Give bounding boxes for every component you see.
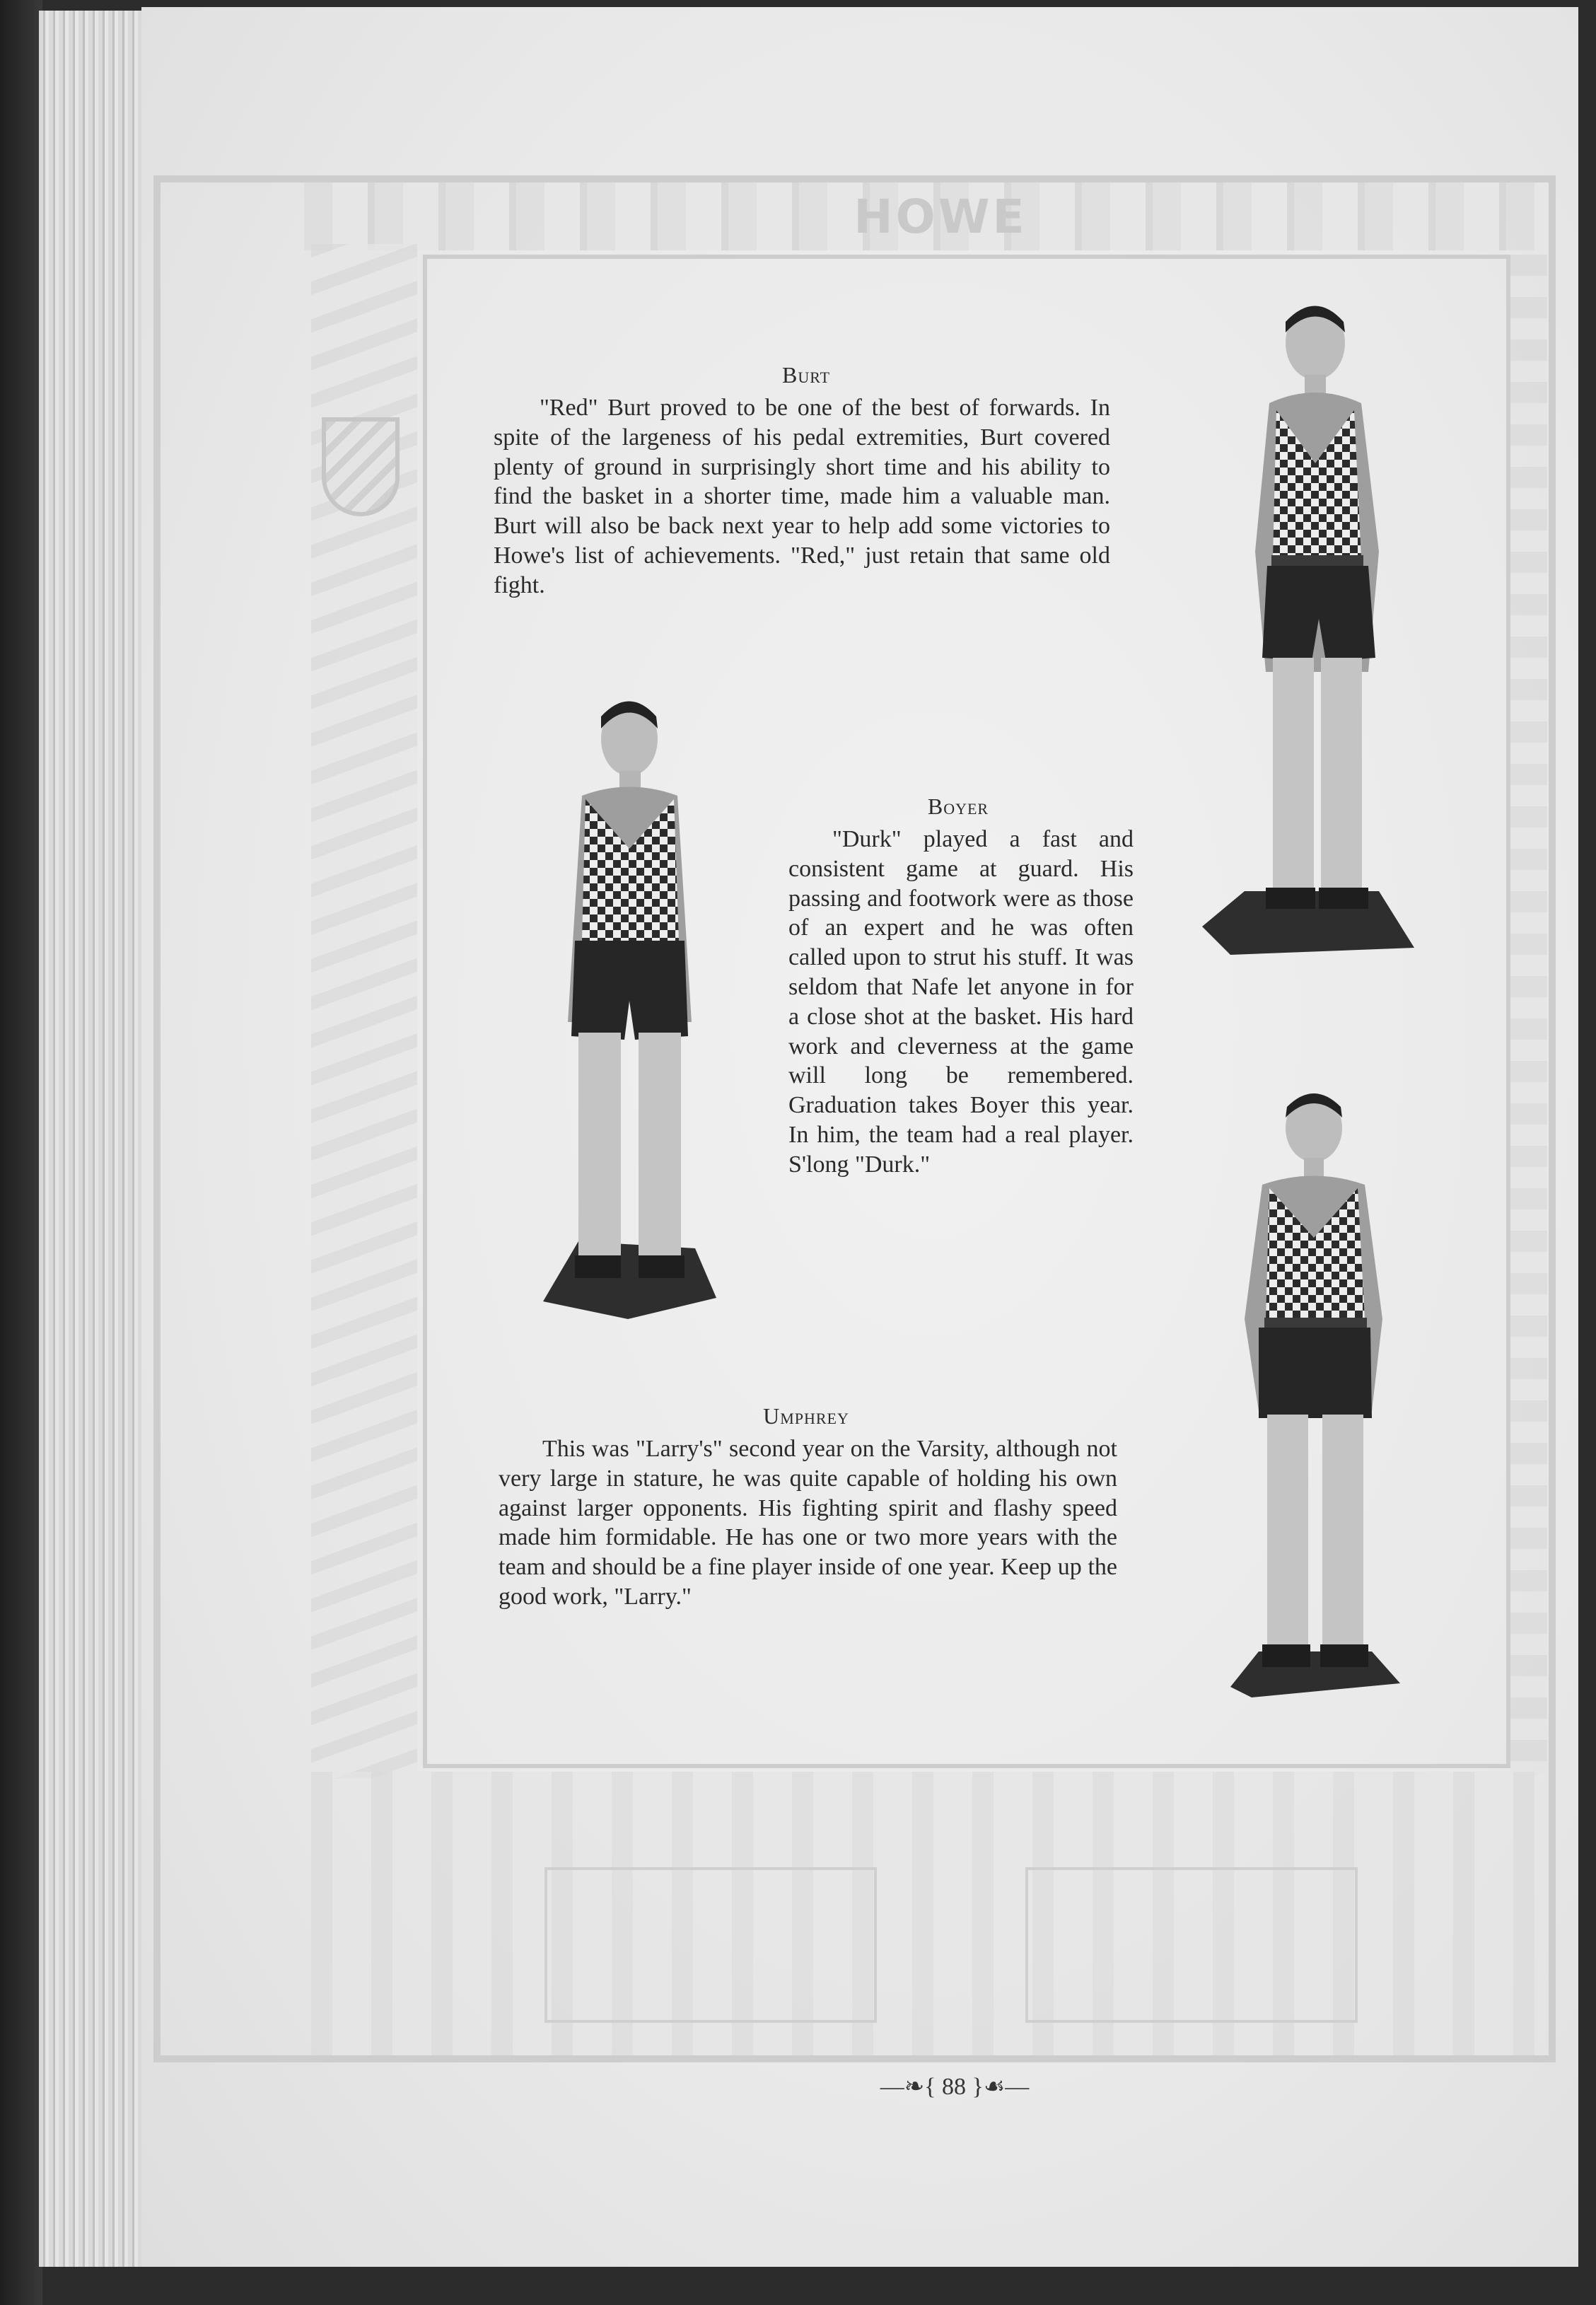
- book-binding: [0, 0, 42, 2305]
- page-edges: [39, 11, 148, 2267]
- page-header-title: HOWE: [854, 190, 1027, 244]
- folio-ornament-right-icon: }☙—: [966, 2074, 1030, 2100]
- page-number: [877, 2072, 1032, 2101]
- entry-text-boyer: "Durk" played a fast and consistent game at guard. His passing and footwork were as those of an expert and he was often called upon to strut his stuff. It was seldom that Nafe let anyone in for a close shot at the basket. His hard work and cleverness at the game will long be remembered. Graduation takes Boyer this year. In him, the team had a real player. S'long "Durk.": [788, 826, 1134, 1178]
- page-number-value: 88: [942, 2074, 966, 2100]
- folio-ornament-left-icon: —❧{: [880, 2074, 942, 2100]
- entry-text-umphrey: This was "Larry's" second year on the Varsity, although not very large in stature, he was quite capable of holding his own against larger opponents. His fighting spirit and flashy speed made him formidable. He has one or two more years with the team and should be a fine player inside of one year. Keep up the good work, "Larry.": [499, 1436, 1117, 1610]
- entry-heading-burt: Burt: [781, 362, 831, 388]
- entry-text-burt: "Red" Burt proved to be one of the best of forwards. In spite of the largeness of his pedal extremities, Burt covered plenty of ground in surprisingly short time and his ability to find the basket in a shorter time, made him a valuable man. Burt will also be back next year to help add some victories to Howe's list of achievements. "Red," just retain that same old fight.: [494, 395, 1110, 598]
- player-photo-boyer: [543, 697, 720, 1333]
- cannon-scene-illustration: [544, 1867, 877, 2023]
- entry-heading-umphrey: Umphrey: [763, 1403, 849, 1429]
- player-photo-umphrey: [1230, 1093, 1407, 1708]
- school-crest-icon: [322, 417, 400, 516]
- school-building-illustration: [1025, 1867, 1358, 2023]
- player-photo-burt: [1202, 304, 1421, 955]
- entry-heading-boyer: Boyer: [927, 794, 989, 819]
